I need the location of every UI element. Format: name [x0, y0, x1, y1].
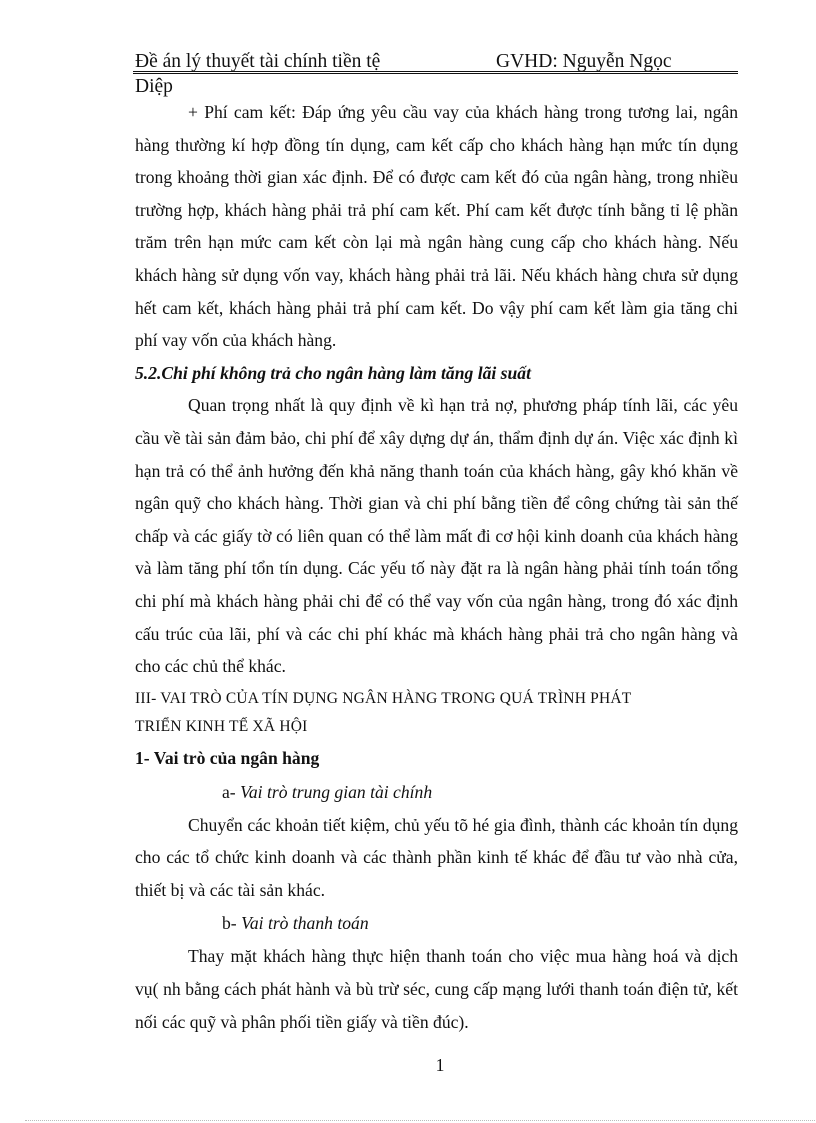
- subheading-a: [135, 775, 738, 809]
- heading-5-2: 5.2.Chi phí không trả cho ngân hàng làm tăng lãi suất: [135, 362, 531, 383]
- paragraph-commitment-fee: + Phí cam kết: Đáp ứng yêu cầu vay của khách hàng trong tương lai, ngân hàng thường kí hợp đồng tín dụng, cam kết cấp cho khách hàng hạn mức tín dụng trong khoảng thời gian xác định. Để có được cam kết đó của ngân hàng, trong nhiều trường hợp, khách hàng phải trả phí cam kết. Phí cam kết được tính bằng tỉ lệ phần trăm trên hạn mức cam kết còn lại mà ngân hàng cung cấp cho khách hàng. Nếu khách hàng sử dụng vốn vay, khách hàng phải trả lãi. Nếu khách hàng chưa sử dụng hết cam kết, khách hàng phải trả phí cam kết. Do vậy phí cam kết làm gia tăng chi phí vay vốn của khách hàng.: [135, 102, 738, 351]
- subheading-b-label: b-: [222, 913, 237, 934]
- paragraph-payment: Thay mặt khách hàng thực hiện thanh toán cho việc mua hàng hoá và dịch vụ( nh bằng cách phát hành và bù trừ séc, cung cấp mạng lưới thanh toán điện tử, kết nối các quỹ và phân phối tiền giấy và tiền đúc).: [135, 946, 738, 1032]
- header-title: Đề án lý thuyết tài chính tiền tệ: [135, 51, 381, 72]
- document-body: [135, 96, 738, 1038]
- subheading-a-label: a-: [222, 781, 236, 802]
- subheading-b-text: Vai trò thanh toán: [241, 913, 369, 934]
- paragraph-non-bank-costs: Quan trọng nhất là quy định về kì hạn trả nợ, phương pháp tính lãi, các yêu cầu về tài sản đảm bảo, chi phí để xây dựng dự án, thẩm định dự án. Việc xác định kì hạn trả có thể ảnh hưởng đến khả năng thanh toán của khách hàng, gây khó khăn về ngân quỹ cho khách hàng. Thời gian và chi phí bằng tiền để công chứng tài sản thế chấp và các giấy tờ có liên quan có thể làm mất đi cơ hội kinh doanh của khách hàng và làm tăng phí tổn tín dụng. Các yếu tố này đặt ra là ngân hàng phải tính toán tổng chi phí mà khách hàng phải chi để có thể vay vốn của ngân hàng, trong đó xác định cấu trúc của lãi, phí và các chi phí khác mà khách hàng phải trả cho ngân hàng và cho các chủ thể khác.: [135, 395, 738, 677]
- heading-section-iii: III- VAI TRÒ CỦA TÍN DỤNG NGÂN HÀNG TRONG QUÁ TRÌNH PHÁT: [135, 689, 632, 707]
- header-rule-double: [133, 73, 738, 74]
- header-advisor-continued: Diệp: [135, 76, 173, 97]
- header-advisor: GVHD: Nguyễn Ngọc: [496, 51, 672, 72]
- heading-role-of-bank: 1- Vai trò của ngân hàng: [135, 747, 320, 768]
- page-bottom-border: [25, 1120, 815, 1121]
- paragraph-intermediary: Chuyển các khoản tiết kiệm, chủ yếu tõ hé gia đình, thành các khoản tín dụng cho các tổ chức kinh doanh và các thành phần kinh tế khác để đầu tư vào nhà cửa, thiết bị và các tài sản khác.: [135, 814, 738, 900]
- page-number: 1: [435, 1055, 445, 1075]
- heading-section-iii-cont: TRIỂN KINH TẾ XÃ HỘI: [135, 717, 308, 735]
- header-rule: [133, 71, 738, 72]
- subheading-a-text: Vai trò trung gian tài chính: [240, 781, 433, 802]
- subheading-b: [135, 906, 738, 940]
